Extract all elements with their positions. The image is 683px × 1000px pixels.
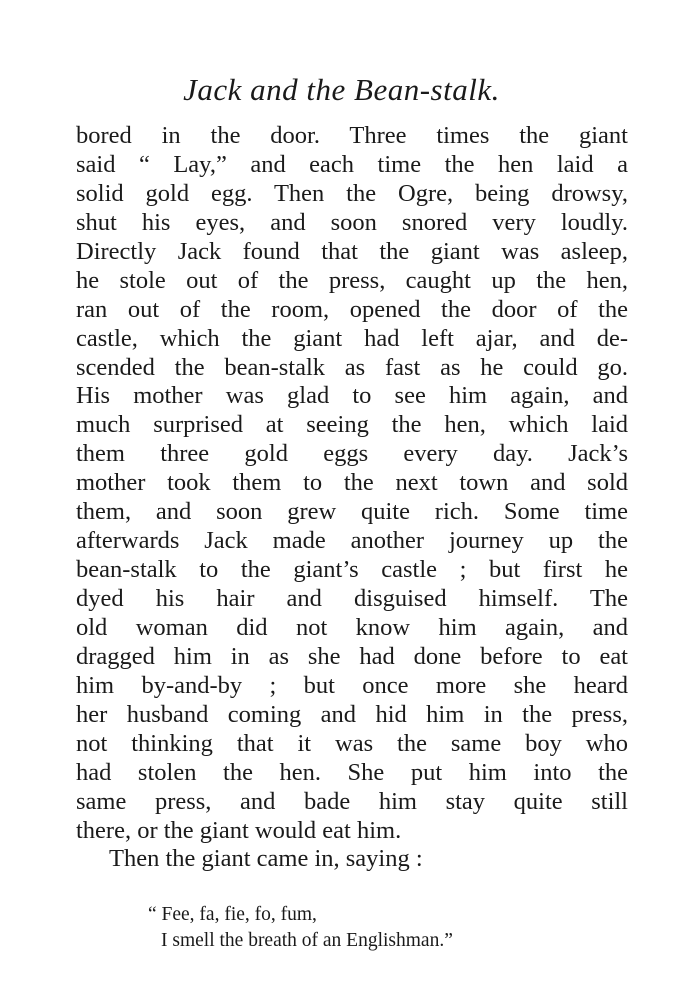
text-line: them, and soon grew quite rich. Some time — [76, 498, 628, 526]
text-line: mother took them to the next town and sold — [76, 469, 628, 497]
text-line: ran out of the room, opened the door of the — [76, 295, 628, 323]
text-line: not thinking that it was the same boy who — [76, 729, 628, 757]
text-line: dragged him in as she had done before to eat — [76, 642, 628, 670]
text-line: shut his eyes, and soon snored very loudly. — [76, 208, 628, 236]
text-line: there, or the giant would eat him. — [76, 816, 402, 844]
text-line: solid gold egg. Then the Ogre, being drowsy, — [76, 179, 628, 207]
text-line: His mother was glad to see him again, and — [76, 382, 628, 410]
text-line: her husband coming and hid him in the press, — [76, 700, 628, 728]
text-line: afterwards Jack made another journey up the — [76, 527, 628, 555]
text-line: scended the bean-stalk as fast as he could go. — [76, 353, 628, 381]
verse-line: “ Fee, fa, fie, fo, fum, — [148, 904, 317, 925]
body-text — [76, 122, 628, 874]
text-line: castle, which the giant had left ajar, and de- — [76, 324, 628, 352]
text-line: dyed his hair and disguised himself. The — [76, 585, 628, 612]
text-line: he stole out of the press, caught up the hen, — [76, 266, 628, 294]
text-line: bored in the door. Three times the giant — [76, 122, 628, 149]
text-line: old woman did not know him again, and — [76, 613, 628, 641]
text-line: much surprised at seeing the hen, which laid — [76, 411, 628, 439]
text-line: them three gold eggs every day. Jack’s — [76, 440, 628, 468]
text-line: same press, and bade him stay quite still — [76, 787, 628, 815]
running-title: Jack and the Bean-stalk. — [183, 72, 500, 107]
text-line: bean-stalk to the giant’s castle ; but first he — [76, 556, 628, 584]
paragraph-start-line: Then the giant came in, saying : — [109, 845, 423, 873]
text-line: said “ Lay,” and each time the hen laid a — [76, 150, 628, 178]
verse-quote — [148, 902, 608, 954]
text-line: had stolen the hen. She put him into the — [76, 758, 628, 786]
text-line: him by-and-by ; but once more she heard — [76, 671, 628, 699]
verse-line: I smell the breath of an Englishman.” — [161, 930, 453, 951]
text-line: Directly Jack found that the giant was asleep, — [76, 237, 628, 265]
